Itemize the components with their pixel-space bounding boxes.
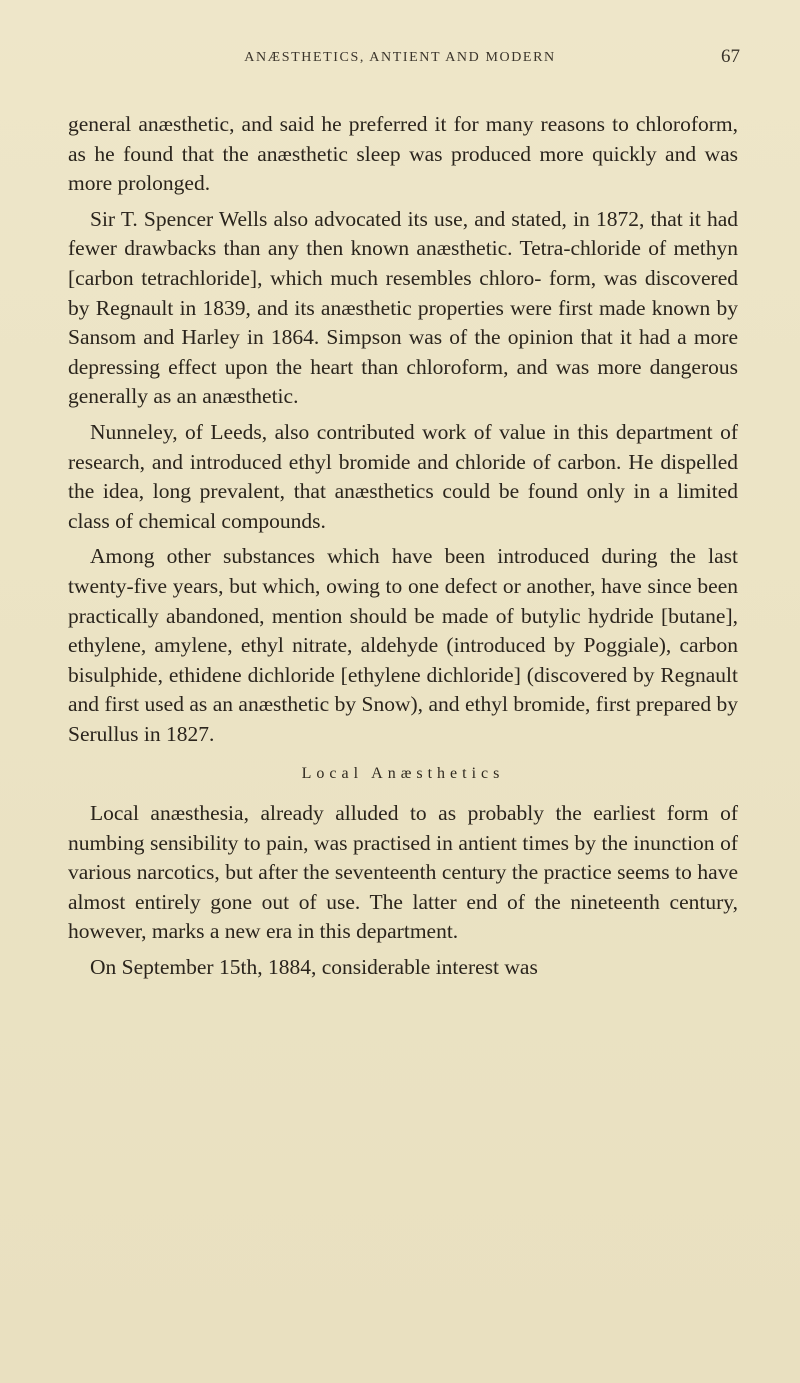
paragraph-other-substances: Among other substances which have been introduced during the last twenty-five years, but which, owing to one defect or another, have since been practically abandoned, mention should be made of butylic hydride [butane], ethylene, amylene, ethyl nitrate, aldehyde (introduced by Poggiale), carbon bisulphide, ethidene dichloride [ethylene dichloride] (discovered by Regnault and first used as an anæsthetic by Snow), and ethyl bromide, first prepared by Serullus in 1827. — [68, 544, 738, 746]
body-text — [68, 110, 738, 989]
paragraph-september: On September 15th, 1884, considerable interest was — [90, 955, 538, 980]
paragraph-nunneley: Nunneley, of Leeds, also contributed work of value in this department of research, and introduced ethyl bromide and chloride of carbon. He dispelled the idea, long prevalent, that anæsthetics could be found only in a limited class of chemical compounds. — [68, 419, 738, 533]
running-head — [60, 44, 740, 74]
running-title: ANÆSTHETICS, ANTIENT AND MODERN — [244, 50, 556, 65]
section-heading: Local Anæsthetics — [301, 765, 505, 783]
paragraph-spencer-wells: Sir T. Spencer Wells also advocated its use, and stated, in 1872, that it had fewer drawbacks than any then known anæsthetic. Tetra-chloride of methyn [carbon tetrachloride], which much resembles chloro- form, was discovered by Regnault in 1839, and its anæsthetic properties were first made known by Sansom and Harley in 1864. Simpson was of the opinion that it had a more depressing effect upon the heart than chloroform, and was more dangerous generally as an anæsthetic. — [68, 206, 738, 409]
paragraph-local-anaesthesia: Local anæsthesia, already alluded to as probably the earliest form of numbing sensibility to pain, was practised in antient times by the inunction of various narcotics, but after the seventeenth century the practice seems to have almost entirely gone out of use. The latter end of the nineteenth century, however, marks a new era in this department. — [68, 801, 738, 944]
paragraph-continuation: general anæsthetic, and said he preferred it for many reasons to chloroform, as he found that the anæsthetic sleep was produced more quickly and was more prolonged. — [68, 112, 738, 196]
page-number: 67 — [721, 46, 740, 67]
